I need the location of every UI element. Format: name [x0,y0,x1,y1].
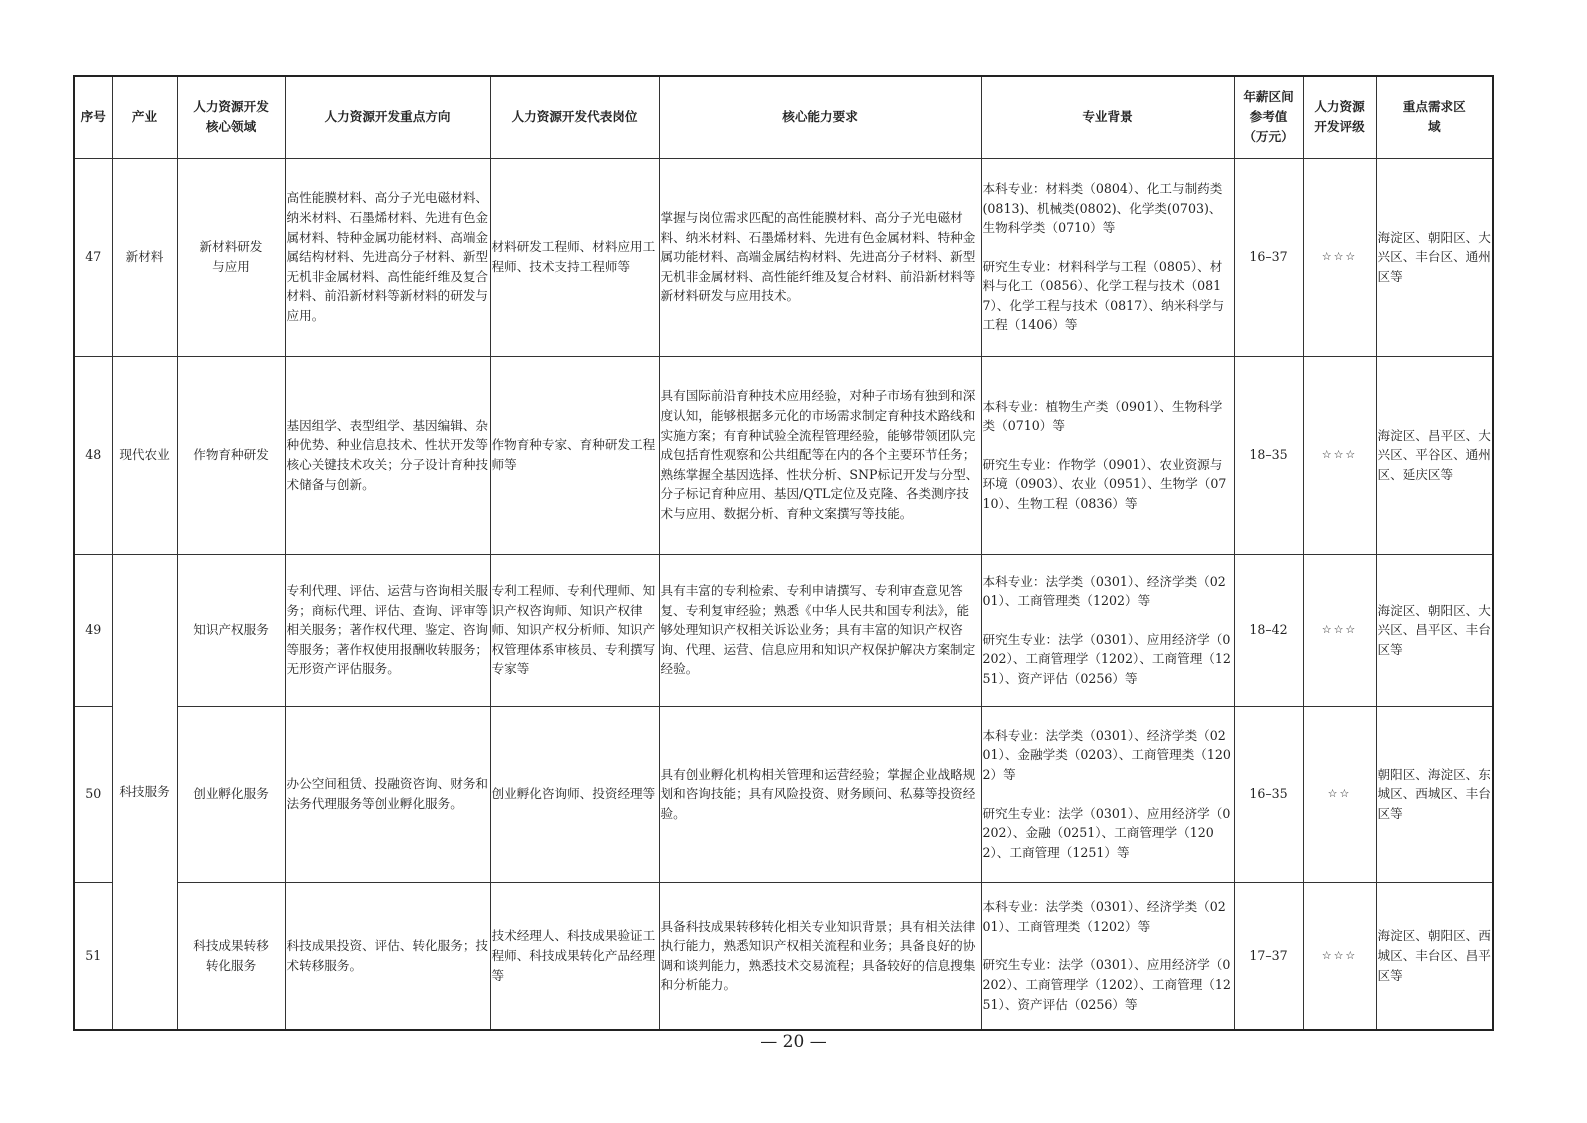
header-salary: 年薪区间参考值（万元） [1234,76,1303,158]
row-positions: 材料研发工程师、材料应用工程师、技术支持工程师等 [490,158,659,356]
row-rating: ☆☆☆ [1303,356,1376,554]
row-no: 47 [74,158,112,356]
bg-grad: 研究生专业：法学（0301）、应用经济学（0202）、金融（0251）、工商管理学（1202）、工商管理（1251）等 [982,805,1231,860]
row-ability: 具有丰富的专利检索、专利申请撰写、专利审查意见答复、专利复审经验；熟悉《中华人民共和国专利法》，能够处理知识产权相关诉讼业务；具有丰富的知识产权咨询、代理、运营、信息应用和知识产权保护解决方案制定经验。 [659,554,981,706]
bg-grad: 研究生专业：法学（0301）、应用经济学（0202）、工商管理学（1202）、工商管理（1251）、资产评估（0256）等 [982,631,1231,686]
row-field: 知识产权服务 [177,554,285,706]
row-direction: 办公空间租赁、投融资咨询、财务和法务代理服务等创业孵化服务。 [285,706,490,882]
row-direction: 专利代理、评估、运营与咨询相关服务；商标代理、评估、查询、评审等相关服务；著作权代理、鉴定、咨询等服务；著作权使用报酬收转服务；无形资产评估服务。 [285,554,490,706]
header-rating: 人力资源开发评级 [1303,76,1376,158]
row-no: 50 [74,706,112,882]
bg-undergrad: 本科专业：法学类（0301）、经济学类（0201）、工商管理类（1202）等 [982,899,1226,934]
bg-grad: 研究生专业：法学（0301）、应用经济学（0202）、工商管理学（1202）、工商管理（1251）、资产评估（0256）等 [982,957,1231,1012]
row-ability: 具备科技成果转移转化相关专业知识背景；具有相关法律执行能力，熟悉知识产权相关流程和业务；具备良好的协调和谈判能力，熟悉技术交易流程；具备较好的信息搜集和分析能力。 [659,882,981,1030]
table-header-row [74,76,1493,158]
row-positions: 专利工程师、专利代理师、知识产权咨询师、知识产权律师、知识产权分析师、知识产权管理体系审核员、专利撰写专家等 [490,554,659,706]
row-areas: 海淀区、朝阳区、大兴区、昌平区、丰台区等 [1376,554,1493,706]
row-rating: ☆☆☆ [1303,158,1376,356]
table-row [74,554,1493,706]
row-positions: 创业孵化咨询师、投资经理等 [490,706,659,882]
row-salary: 18–42 [1234,554,1303,706]
bg-undergrad: 本科专业：法学类（0301）、经济学类（0201）、工商管理类（1202）等 [982,573,1226,609]
row-positions: 技术经理人、科技成果验证工程师、科技成果转化产品经理等 [490,882,659,1030]
row-industry: 科技服务 [112,554,177,1030]
row-areas: 海淀区、朝阳区、西城区、丰台区、昌平区等 [1376,882,1493,1030]
row-background [981,356,1234,554]
row-field: 新材料研发与应用 [177,158,285,356]
row-ability: 掌握与岗位需求匹配的高性能膜材料、高分子光电磁材料、纳米材料、石墨烯材料、先进有色金属材料、特种金属功能材料、高端金属结构材料、先进高分子材料、新型无机非金属材料、高性能纤维及复合材料、前沿新材料等新材料研发与应用技术。 [659,158,981,356]
table-row [74,356,1493,554]
row-direction: 基因组学、表型组学、基因编辑、杂种优势、种业信息技术、性状开发等核心关键技术攻关；分子设计育种技术储备与创新。 [285,356,490,554]
header-no: 序号 [74,76,112,158]
bg-undergrad: 本科专业：材料类（0804）、化工与制药类(0813)、机械类(0802)、化学类(0703)、生物科学类（0710）等 [982,180,1223,236]
row-salary: 16–37 [1234,158,1303,356]
row-rating: ☆☆☆ [1303,554,1376,706]
row-ability: 具有国际前沿育种技术应用经验，对种子市场有独到和深度认知，能够根据多元化的市场需求制定育种技术路线和实施方案；有育种试验全流程管理经验，能够带领团队完成包括育性观察和公共组配等在内的各个主要环节任务；熟练掌握全基因选择、性状分析、SNP标记开发与分型、分子标记育种应用、基因/QTL定位及克隆、各类测序技术与应用、数据分析、育种文案撰写等技能。 [659,356,981,554]
header-background: 专业背景 [981,76,1234,158]
row-background [981,158,1234,356]
row-ability: 具有创业孵化机构相关管理和运营经验；掌握企业战略规划和咨询技能；具有风险投资、财务顾问、私募等投资经验。 [659,706,981,882]
bg-undergrad: 本科专业：法学类（0301）、经济学类（0201）、金融学类（0203）、工商管理类（1202）等 [982,727,1231,782]
header-direction: 人力资源开发重点方向 [285,76,490,158]
row-rating: ☆☆ [1303,706,1376,882]
row-background [981,706,1234,882]
talent-development-table [73,75,1494,1031]
header-industry: 产业 [112,76,177,158]
row-background [981,554,1234,706]
page-number: — 20 — [760,1032,827,1052]
row-areas: 海淀区、朝阳区、大兴区、丰台区、通州区等 [1376,158,1493,356]
row-salary: 16–35 [1234,706,1303,882]
row-rating: ☆☆☆ [1303,882,1376,1030]
row-areas: 朝阳区、海淀区、东城区、西城区、丰台区等 [1376,706,1493,882]
bg-grad: 研究生专业：作物学（0901）、农业资源与环境（0903）、农业（0951）、生物学（0710）、生物工程（0836）等 [982,456,1227,511]
row-field: 科技成果转移转化服务 [177,882,285,1030]
row-salary: 18–35 [1234,356,1303,554]
row-industry: 现代农业 [112,356,177,554]
row-direction: 科技成果投资、评估、转化服务；技术转移服务。 [285,882,490,1030]
row-no: 48 [74,356,112,554]
row-no: 49 [74,554,112,706]
row-background [981,882,1234,1030]
row-positions: 作物育种专家、育种研发工程师等 [490,356,659,554]
bg-grad: 研究生专业：材料科学与工程（0805）、材料与化工（0856）、化学工程与技术（0817）、化学工程与技术（0817）、纳米科学与工程（1406）等 [982,258,1225,333]
row-field: 创业孵化服务 [177,706,285,882]
row-no: 51 [74,882,112,1030]
row-direction: 高性能膜材料、高分子光电磁材料、纳米材料、石墨烯材料、先进有色金属材料、特种金属功能材料、高端金属结构材料、先进高分子材料、新型无机非金属材料、高性能纤维及复合材料、前沿新材料等新材料的研发与应用。 [285,158,490,356]
row-field: 作物育种研发 [177,356,285,554]
table-row [74,882,1493,1030]
header-ability: 核心能力要求 [659,76,981,158]
header-positions: 人力资源开发代表岗位 [490,76,659,158]
table-row [74,706,1493,882]
header-areas: 重点需求区域 [1376,76,1493,158]
table-row [74,158,1493,356]
row-areas: 海淀区、昌平区、大兴区、平谷区、通州区、延庆区等 [1376,356,1493,554]
header-field: 人力资源开发核心领域 [177,76,285,158]
bg-undergrad: 本科专业：植物生产类（0901）、生物科学类（0710）等 [982,398,1223,434]
row-industry: 新材料 [112,158,177,356]
row-salary: 17–37 [1234,882,1303,1030]
